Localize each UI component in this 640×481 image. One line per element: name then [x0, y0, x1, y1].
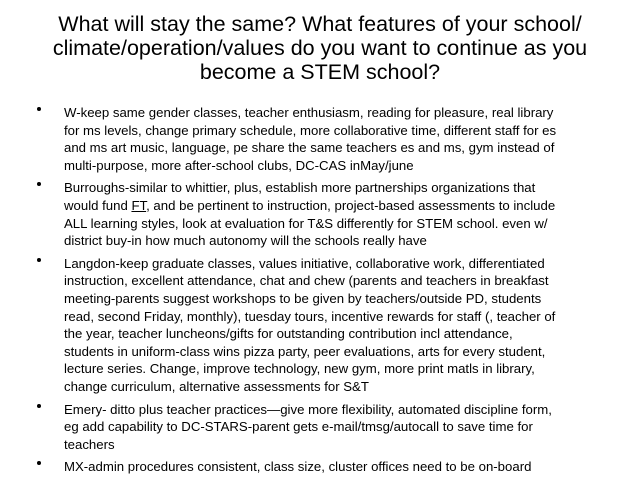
bullet-line: students in uniform-class wins pizza party, peer evaluations, arts for every student,	[64, 343, 546, 359]
bullet-item-emery	[0, 401, 640, 454]
bullet-line: Langdon-keep graduate classes, values initiative, collaborative work, differentiated	[64, 255, 545, 271]
bullet-list	[0, 104, 640, 481]
bullet-line: Burroughs-similar to whittier, plus, establish more partnerships organizations that	[64, 180, 536, 196]
bullet-line: meeting-parents suggest workshops to be given by teachers/outside PD, students	[64, 290, 542, 306]
bullet-line: the year, teacher luncheons/gifts for outstanding contribution incl attendance,	[64, 326, 513, 342]
bullet-line: read, second Friday, monthly), tuesday tours, incentive rewards for staff (, teacher of	[64, 308, 556, 324]
bullet-line: lecture series. Change, improve technology, new gym, more print matls in library,	[64, 361, 535, 377]
bullet-dot-icon	[37, 107, 41, 111]
title-line: What will stay the same? What features of your school/	[58, 12, 582, 36]
bullet-line: district buy-in how much autonomy will the schools really have	[64, 233, 427, 249]
bullet-line: Emery- ditto plus teacher practices—give more flexibility, automated discipline form,	[64, 401, 552, 417]
bullet-line-segment: , and be pertinent to instruction, project-based assessments to include	[146, 197, 556, 213]
bullet-line: eg add capability to DC-STARS-parent gets e-mail/tmsg/autocall to save time for	[64, 419, 533, 435]
bullet-item-langdon	[0, 255, 640, 396]
bullet-line: instruction, excellent attendance, chat and chew (parents and teachers in breakfast	[64, 273, 549, 289]
slide-title	[40, 12, 600, 84]
bullet-item-burroughs	[0, 179, 640, 249]
title-line: become a STEM school?	[199, 60, 441, 84]
bullet-line: W-keep same gender classes, teacher enthusiasm, reading for pleasure, real library	[64, 105, 554, 120]
bullet-line: MX-admin procedures consistent, class size, cluster offices need to be on-board	[64, 459, 532, 475]
title-line: climate/operation/values do you want to continue as you	[52, 36, 588, 60]
bullet-dot-icon	[37, 182, 41, 186]
bullet-line: multi-purpose, more after-school clubs, DC-CAS inMay/june	[64, 157, 414, 173]
bullet-item-w	[0, 104, 640, 174]
bullet-dot-icon	[37, 461, 41, 465]
bullet-line: ALL learning styles, look at evaluation for T&S differently for STEM school. even w/	[64, 215, 548, 231]
bullet-line: teachers	[64, 436, 115, 452]
bullet-line: and ms art music, language, pe share the same teachers es and ms, gym instead of	[64, 140, 555, 156]
bullet-line: for ms levels, change primary schedule, more collaborative time, different staff for es	[64, 122, 557, 138]
bullet-line-segment: would fund	[64, 197, 132, 213]
bullet-dot-icon	[37, 404, 41, 408]
bullet-item-mx	[0, 458, 640, 476]
bullet-line	[64, 197, 640, 215]
underlined-abbrev: FT	[131, 197, 147, 213]
bullet-dot-icon	[37, 258, 41, 262]
bullet-line: change curriculum, alternative assessments for S&T	[64, 378, 369, 394]
